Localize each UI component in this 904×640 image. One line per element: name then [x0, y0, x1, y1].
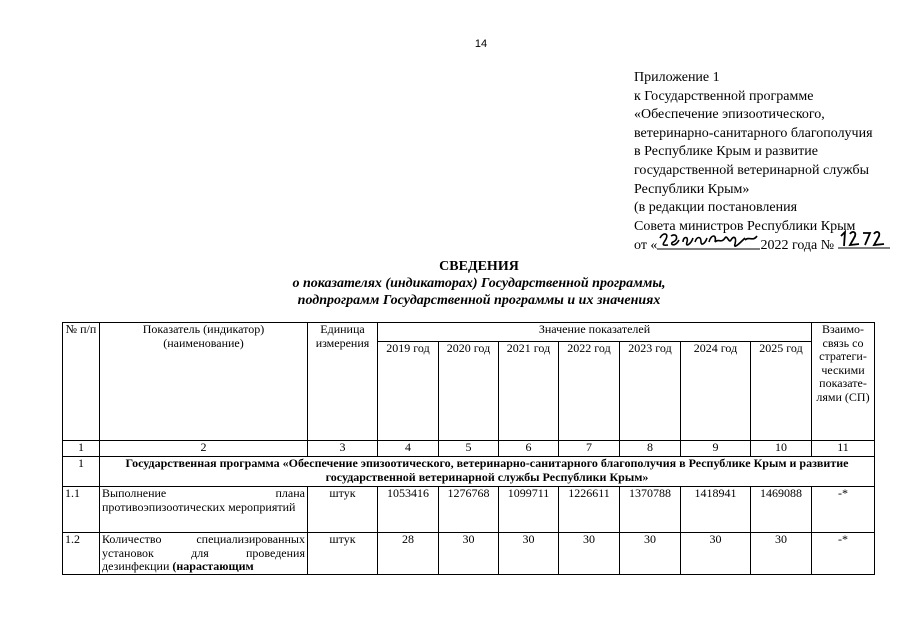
header-num: № п/п — [63, 323, 100, 441]
appendix-line: Республики Крым» — [634, 181, 750, 197]
header-year: 2025 год — [751, 342, 812, 441]
appendix-line: государственной ветеринарной службы — [634, 162, 870, 178]
row-value: 30 — [499, 533, 559, 575]
column-number: 7 — [559, 441, 620, 457]
appendix-line: к Государственной программе — [634, 88, 814, 104]
document-subtitle-2: подпрограмм Государственной программы и их значениях — [297, 293, 661, 308]
column-number: 10 — [751, 441, 812, 457]
row-unit: штук — [308, 533, 378, 575]
row-relation: -* — [812, 533, 875, 575]
row-value: 30 — [751, 533, 812, 575]
column-number: 5 — [439, 441, 499, 457]
row-value: 1099711 — [499, 487, 559, 533]
indicators-table — [62, 322, 875, 575]
document-title: СВЕДЕНИЯ — [439, 259, 519, 274]
header-year: 2024 год — [681, 342, 751, 441]
row-indicator-text: Количество специализированных установок для проведения дезинфекции — [102, 532, 305, 573]
appendix-block — [634, 69, 902, 255]
row-value: 30 — [559, 533, 620, 575]
column-number: 6 — [499, 441, 559, 457]
header-year: 2022 год — [559, 342, 620, 441]
row-value: 1226611 — [559, 487, 620, 533]
date-suffix: 2022 года № — [760, 238, 835, 254]
row-value: 1276768 — [439, 487, 499, 533]
column-number: 2 — [100, 441, 308, 457]
row-value: 30 — [681, 533, 751, 575]
header-year: 2021 год — [499, 342, 559, 441]
row-value: 1370788 — [620, 487, 681, 533]
date-prefix: от « — [634, 238, 658, 254]
row-value: 30 — [620, 533, 681, 575]
header-year: 2020 год — [439, 342, 499, 441]
appendix-line: Совета министров Республики Крым — [634, 218, 856, 234]
row-indicator-text-bold: (нарастающим — [172, 559, 254, 573]
appendix-line: Приложение 1 — [634, 70, 720, 85]
row-indicator-name — [100, 533, 308, 575]
row-indicator-name: Выполнение плана противоэпизоотических мероприятий — [100, 487, 308, 533]
column-number: 11 — [812, 441, 875, 457]
header-year: 2019 год — [378, 342, 439, 441]
column-number: 3 — [308, 441, 378, 457]
column-number: 4 — [378, 441, 439, 457]
appendix-line: «Обеспечение эпизоотического, — [634, 107, 825, 123]
header-relation: Взаимо-связь со стратеги-ческими показате-лями (СП) — [812, 323, 875, 441]
appendix-line: (в редакции постановления — [634, 200, 798, 216]
handwritten-number — [838, 236, 890, 252]
row-unit: штук — [308, 487, 378, 533]
header-unit: Единица измерения — [308, 323, 378, 441]
header-values: Значение показателей — [378, 323, 812, 342]
appendix-line: в Республике Крым и развитие — [634, 144, 818, 160]
row-value: 28 — [378, 533, 439, 575]
header-year: 2023 год — [620, 342, 681, 441]
column-number: 1 — [63, 441, 100, 457]
document-subtitle: о показателях (индикаторах) Государственной программы, — [292, 276, 666, 291]
page-number: 14 — [474, 38, 488, 50]
column-number: 9 — [681, 441, 751, 457]
program-row-num: 1 — [63, 457, 100, 487]
column-number: 8 — [620, 441, 681, 457]
row-num: 1.1 — [63, 487, 100, 533]
row-value: 1053416 — [378, 487, 439, 533]
row-num: 1.2 — [63, 533, 100, 575]
handwritten-date — [657, 236, 760, 252]
header-indicator: Показатель (индикатор) (наименование) — [100, 323, 308, 441]
appendix-line: ветеринарно-санитарного благополучия — [634, 125, 873, 141]
appendix-date-line — [634, 236, 902, 255]
row-relation: -* — [812, 487, 875, 533]
row-value: 30 — [439, 533, 499, 575]
row-value: 1418941 — [681, 487, 751, 533]
program-row-title: Государственная программа «Обеспечение эпизоотического, ветеринарно-санитарного благополучия в Республике Крым и развитие государственной ветеринарной службы Республики Крым» — [100, 457, 875, 487]
row-value: 1469088 — [751, 487, 812, 533]
